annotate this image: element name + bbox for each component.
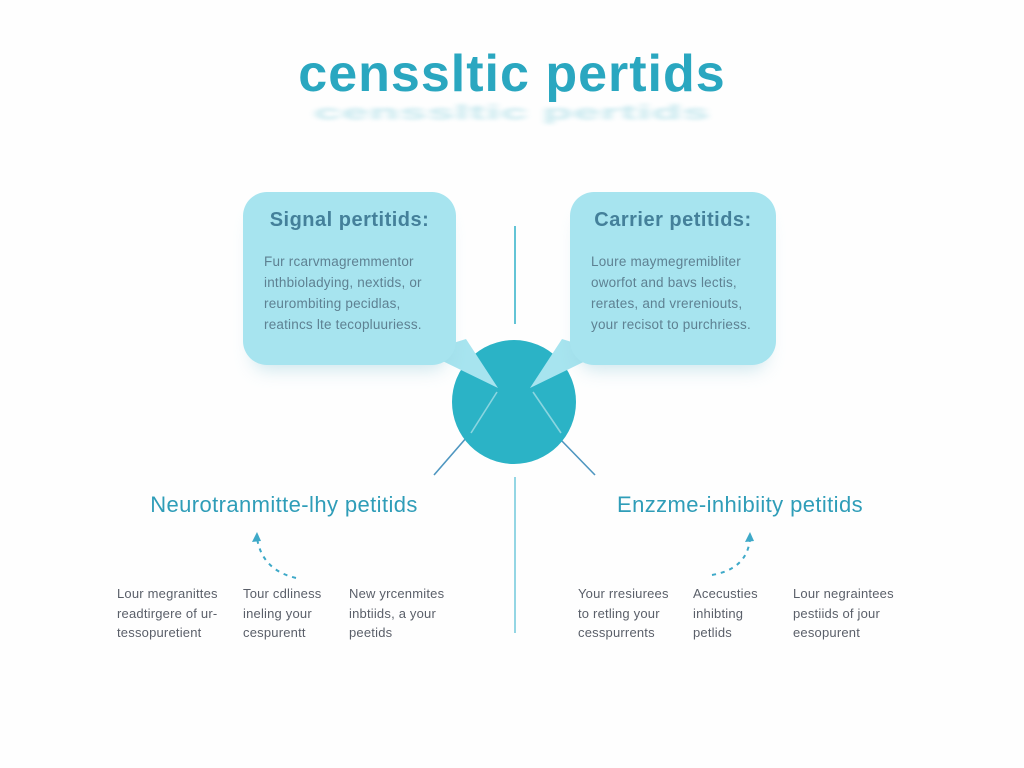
speech-bubble-signal: [243, 192, 456, 365]
column-line: cesspurrents: [578, 625, 655, 640]
bubble-body-line: reurombiting pecidlas,: [264, 296, 401, 311]
bubble-body: [264, 251, 442, 335]
column-line: Your rresiurees: [578, 586, 669, 601]
bubble-body-line: Fur rcarvmagremmentor: [264, 254, 414, 269]
bubble-body: [591, 251, 762, 335]
bubble-title: Carrier petitids:: [594, 209, 752, 231]
bubble-body-line: oworfot and bavs lectis,: [591, 275, 737, 290]
column-line: peetids: [349, 625, 393, 640]
column-line: inhibting: [693, 605, 744, 621]
page-title: censsltic pertids: [298, 45, 726, 103]
central-node-highlight-left: [471, 392, 497, 433]
bubble-body-line: inthbioladying, nextids, or: [264, 275, 422, 290]
text-column: [349, 584, 479, 643]
branch-heading-enzyme: Enzzme-inhibiity petitids: [617, 492, 863, 517]
column-line: New yrcenmites: [349, 586, 445, 601]
column-line: to retling your: [578, 605, 660, 621]
speech-bubble-carrier: [570, 192, 776, 365]
bubble-body-line: reatincs lte tecopluuriess.: [264, 317, 422, 332]
text-column: [117, 584, 247, 643]
column-line: readtirgere of ur-: [117, 605, 218, 621]
column-line: Lour negraintees: [793, 586, 894, 601]
branch-heading-neurotransmitter: Neurotranmitte-lhy petitids: [150, 492, 418, 517]
page-title-reflection: censsltic pertids: [314, 100, 710, 125]
column-line: cespurentt: [243, 625, 306, 640]
branch-line-left: [434, 437, 467, 475]
column-line: tessopuretient: [117, 625, 202, 640]
text-column: [578, 584, 708, 643]
column-line: pestiids of jour: [793, 605, 881, 621]
column-line: Tour cdliness: [243, 586, 322, 601]
bubble-body-line: your recisot to purchriess.: [591, 317, 751, 332]
dashed-arrow-right-head-icon: [745, 532, 754, 542]
column-line: ineling your: [243, 605, 312, 621]
branch-line-right: [560, 439, 595, 475]
column-line: Acecusties: [693, 586, 758, 601]
column-line: Lour megranittes: [117, 586, 218, 601]
bubble-body-line: rerates, and vrereniouts,: [591, 296, 743, 311]
column-line: eesopurent: [793, 625, 861, 640]
column-line: inbtiids, a your: [349, 605, 437, 621]
bubble-title: Signal pertitids:: [269, 209, 430, 231]
central-node-circle: [452, 340, 576, 464]
dashed-arrow-left: [257, 538, 296, 578]
central-node-highlight-right: [533, 392, 561, 433]
bubble-body-line: Loure maymegremibliter: [591, 254, 741, 269]
column-line: petlids: [693, 625, 732, 640]
text-column: [793, 584, 923, 643]
dashed-arrow-right: [712, 539, 750, 575]
dashed-arrow-left-head-icon: [252, 532, 261, 542]
